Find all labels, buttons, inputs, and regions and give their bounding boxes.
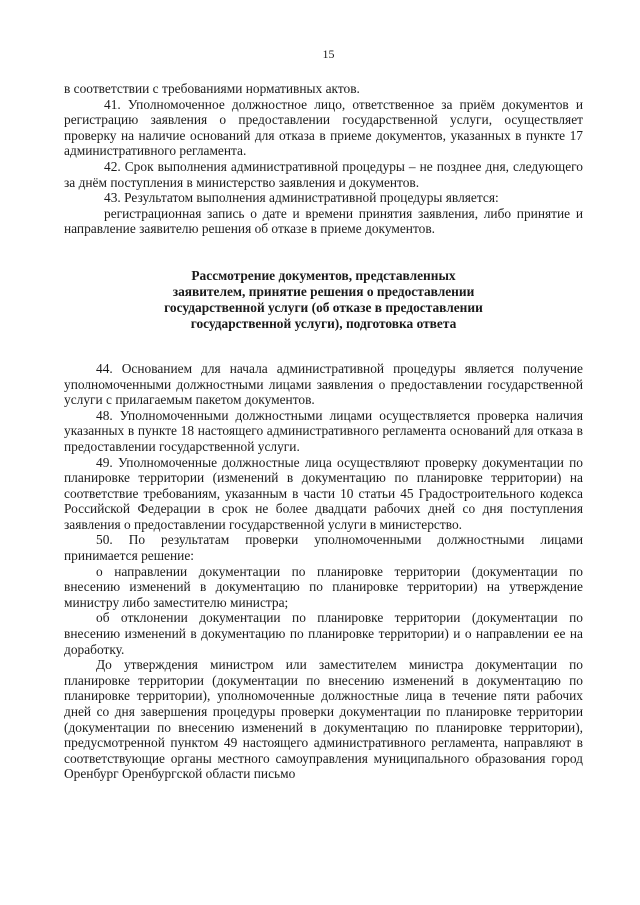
paragraph-50: 50. По результатам проверки уполномоченными должностными лицами принимается решение: xyxy=(64,532,583,564)
paragraph-50-option-approve: о направлении документации по планировке территории (документации по внесению изменений в документацию по планировке территории) на утверждение министру либо заместителю министра; xyxy=(64,563,583,610)
section-heading xyxy=(64,268,583,332)
paragraph-41: 41. Уполномоченное должностное лицо, ответственное за приём документов и регистрацию заявления о предоставлении государственной услуги, осуществляет проверку на наличие оснований для отказа в приеме документов, указанных в пункте 17 административного регламента. xyxy=(64,96,583,159)
heading-line: Рассмотрение документов, представленных xyxy=(191,267,456,283)
paragraph-before-approval: До утверждения министром или заместителем министра документации по планировке территории (документации по внесению изменений в документацию по планировке территории), уполномоченные должностные лица в течение пяти рабочих дней со дня завершения процедуры проверки документации по планировке территории (документации по внесению изменений в документацию по планировке территории), предусмотренной пунктом 49 настоящего административного регламента, направляют в соответствующие органы местного самоуправления муниципального образования город Оренбург Оренбургской области письмо xyxy=(64,657,583,782)
paragraph-48: 48. Уполномоченными должностными лицами осуществляется проверка наличия указанных в пункте 18 настоящего административного регламента оснований для отказа в предоставлении государственной услуги. xyxy=(64,407,583,454)
heading-line: заявителем, принятие решения о предоставлении xyxy=(172,283,475,299)
heading-line: государственной услуги), подготовка ответа xyxy=(190,315,457,331)
paragraph-44: 44. Основанием для начала административной процедуры является получение уполномоченными должностными лицами заявления о предоставлении государственной услуги с прилагаемым пакетом документов. xyxy=(64,360,583,408)
heading-line: государственной услуги (об отказе в предоставлении xyxy=(164,299,483,315)
paragraph-42: 42. Срок выполнения административной процедуры – не позднее дня, следующего за днём поступления в министерство заявления и документов. xyxy=(64,158,583,190)
paragraph-continuation: в соответствии с требованиями нормативных актов. xyxy=(64,81,360,96)
paragraph-43: 43. Результатом выполнения административной процедуры является: xyxy=(104,190,499,206)
paragraph-43-result: регистрационная запись о дате и времени принятия заявления, либо принятие и направление заявителю решения об отказе в приеме документов. xyxy=(64,205,583,237)
page-number: 15 xyxy=(322,47,335,61)
paragraph-49: 49. Уполномоченные должностные лица осуществляют проверку документации по планировке территории (изменений в документацию по планировке территории) на соответствие требованиям, указанным в части 10 статьи 45 Градостроительного кодекса Российской Федерации в срок не более двадцати рабочих дней со дня поступления заявления о предоставлении государственной услуги в министерство. xyxy=(64,454,583,532)
paragraph-50-option-reject: об отклонении документации по планировке территории (документации по внесению изменений в документацию по планировке территории) и о направлении ее на доработку. xyxy=(64,610,583,657)
